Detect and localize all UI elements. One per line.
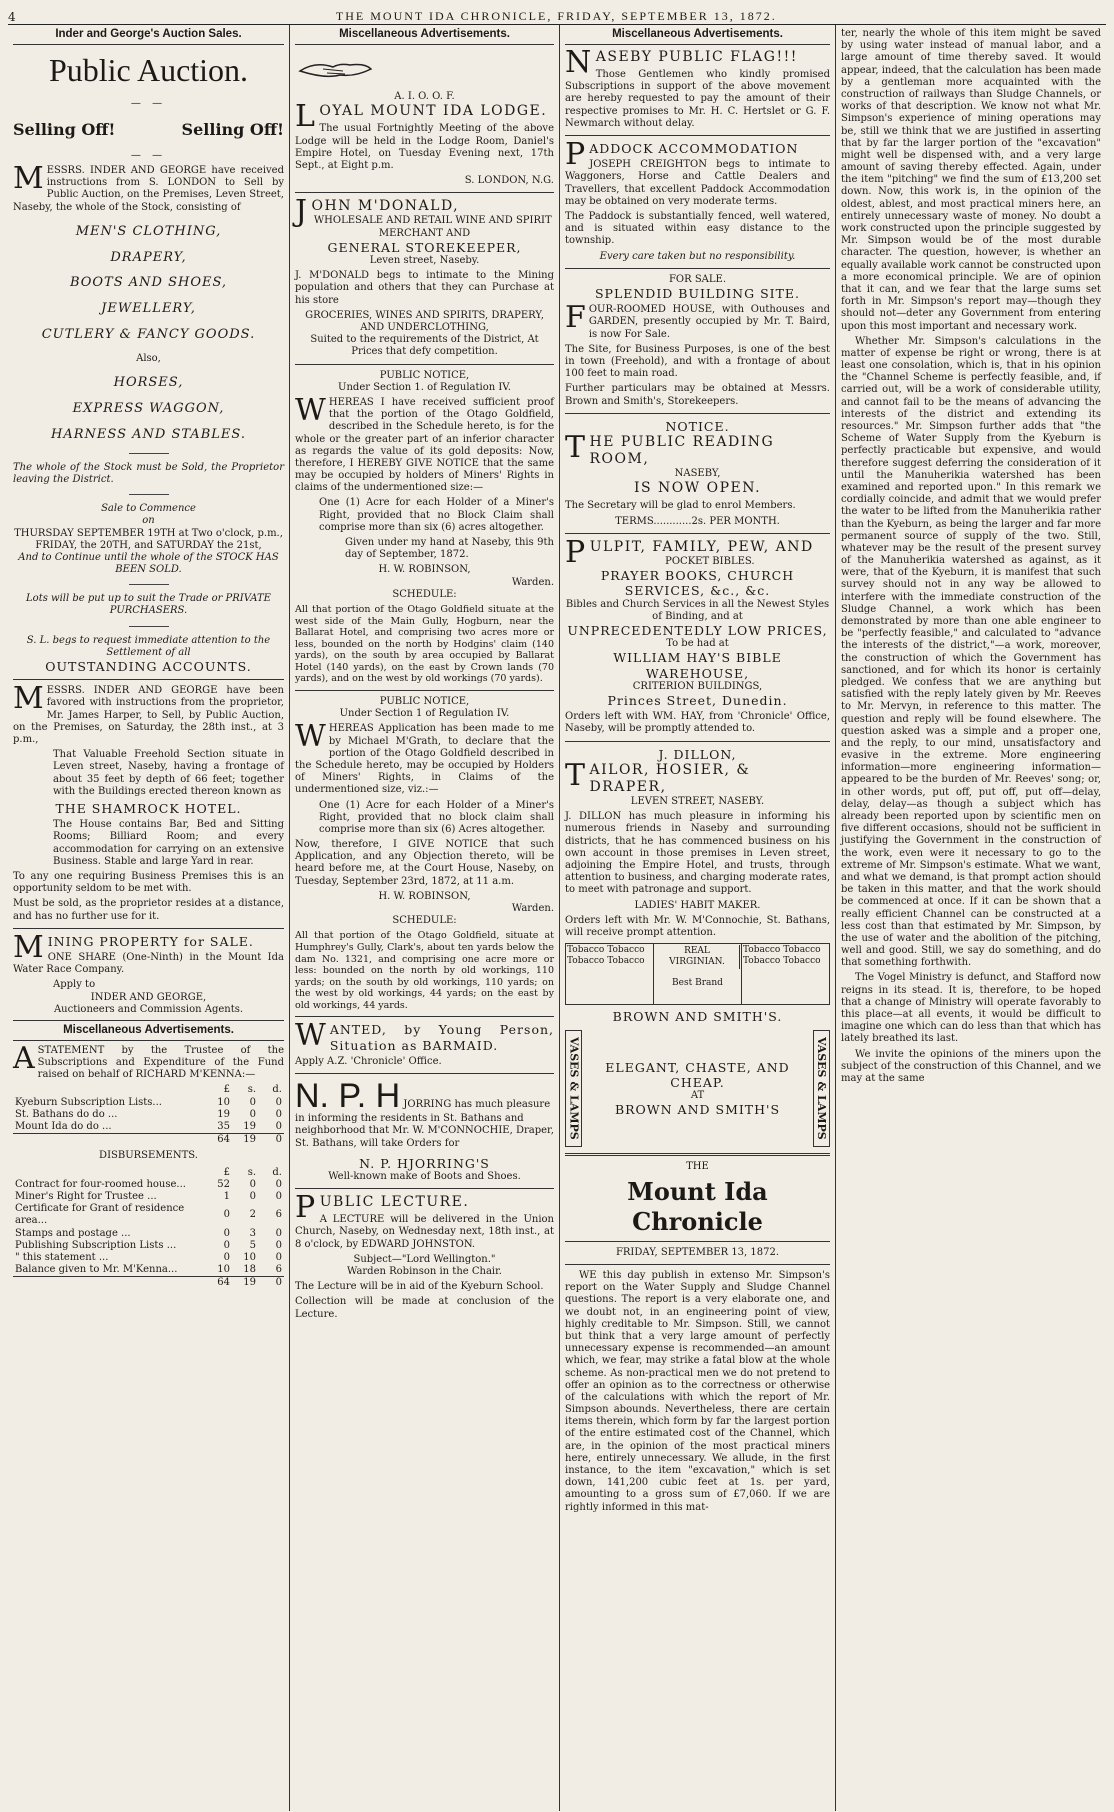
flag-body: Those Gentlemen who kindly promised Subscriptions in support of the above movement are hereby requested to pay the amount of their respective promises to Mr. H. C. Hertslet or G. F. Newmarch without delay. xyxy=(565,69,830,129)
dillon-trade: TAILOR, HOSIER, & DRAPER, xyxy=(565,757,751,795)
house-body: FOUR-ROOMED HOUSE, with Outhouses and GARDEN, presently occupied by Mr. T. Baird, is now For Sale. xyxy=(565,300,830,340)
sl-request: S. L. begs to request immediate attention to the Settlement of all xyxy=(26,634,271,658)
ad2-house: The House contains Bar, Bed and Sitting Rooms; Billiard Room; and every accommodation for carrying on an extensive Business. Stable and large Yard in rear. xyxy=(53,819,284,867)
editorial-p1: WE this day publish in extenso Mr. Simpson's report on the Water Supply and Sludge Channel questions. The report is a very elaborate one, and we doubt not, in an engineering point of view, highly creditable to Mr. Simpson. Still, we cannot but think that a very large amount of perfectly unnecessary expense is recommended—an amount which, we fear, may strike a fatal blow at the whole scheme. As non-practical men we do not pretend to offer an opinion as to the correctness or otherwise of the calculations with which the report of Mr. Simpson abounds. Nevertheless, there are certain items therein, which form by far the largest portion of the entire estimated cost of the Channel, which are, in the opinion of the most practical miners here, entirely unnecessary. We allude, in the first instance, to the item "excavation," which is set down, 141,200 cubic feet at 1s. per yard, amounting to a gross sum of £7,060. If we are rightly informed in this mat- xyxy=(565,1270,830,1513)
dillon-orders: Orders left with Mr. W. M'Connochie, St. Bathans, will receive prompt attention. xyxy=(565,914,830,938)
paddock-head: PADDOCK ACCOMMODATION xyxy=(565,137,799,173)
mining-head: MINING PROPERTY for SALE. xyxy=(13,929,254,965)
reading-terms: TERMS............2s. PER MONTH. xyxy=(615,515,780,527)
subscriptions-table: £ s. d. Kyeburn Subscription Lists... 10 0 0 St. Bathans do do ... 19 0 0 Mount Ida do do ... 35 19 0 64 19 0 xyxy=(15,1084,282,1146)
section-head: Miscellaneous Advertisements. xyxy=(295,25,554,45)
table-row: Balance given to Mr. M'Kenna... 10 18 6 xyxy=(15,1264,282,1276)
column-4 xyxy=(836,25,1106,1811)
reading-open: IS NOW OPEN. xyxy=(633,480,762,497)
pulpit-sub: POCKET BIBLES. xyxy=(665,555,755,567)
dillon-body: J. DILLON has much pleasure in informing his numerous friends in Naseby and surrounding districts, that he has commenced business on his own account in those premises in Leven street, adjoining the Empire Hotel, and trusts, through attention to business, and charging moderate rates, to meet with patronage and support. xyxy=(565,811,830,896)
sale-thursday: THURSDAY SEPTEMBER 19TH at Two o'clock, p.m., xyxy=(14,527,283,539)
schedule2-body: All that portion of the Otago Goldfield, situate at Humphrey's Gully, Clark's, about ten yards below the dam No. 1321, and comprising one acre more or less: bounded on the north by old workings, 110 yards; on the south by old workings, 110 yards; on the west by old workings, 44 yards; on the east by old workings, 44 yards. xyxy=(295,930,554,1011)
paddock-resp: Every care taken but no responsibility. xyxy=(599,250,796,262)
item2-2: HARNESS AND STABLES. xyxy=(51,426,246,442)
reading-secretary: The Secretary will be glad to enrol Members. xyxy=(565,500,796,512)
auction-intro: MESSRS. INDER AND GEORGE have received instructions from S. LONDON to Sell by Public Auction, on the Premises, Leven Street, Naseby, the whole of the Stock, consisting of xyxy=(13,160,284,213)
table-row: Miner's Right for Trustee ... 1 0 0 xyxy=(15,1190,282,1202)
lodge-body: The usual Fortnightly Meeting of the above Lodge will be held in the Lodge Room, Daniel's Empire Hotel, on Tuesday Evening next, 17th Sept., at Eight p.m. xyxy=(295,123,554,172)
bibles: Bibles and Church Services in all the Newest Styles of Binding, and at xyxy=(565,598,830,622)
lecture-subject: Subject—"Lord Wellington." xyxy=(353,1253,496,1265)
jm-name: JOHN M'DONALD, xyxy=(295,194,460,230)
table-row: Stamps and postage ... 0 3 0 xyxy=(15,1227,282,1239)
statement: ASTATEMENT by the Trustee of the Subscriptions and Expenditure of the Fund raised on behalf of RICHARD M'KENNA:— xyxy=(13,1040,284,1081)
brown-smith: BROWN AND SMITH'S. xyxy=(612,1009,783,1025)
item-2: BOOTS AND SHOES, xyxy=(69,275,228,291)
selling-right: Selling Off! xyxy=(181,120,284,140)
tobacco-ad xyxy=(565,943,830,1005)
item-4: CUTLERY & FANCY GOODS. xyxy=(41,327,256,343)
ladies-habit: LADIES' HABIT MAKER. xyxy=(634,899,761,911)
unprecedented: UNPRECEDENTEDLY LOW PRICES, xyxy=(567,622,828,638)
building-site: SPLENDID BUILDING SITE. xyxy=(594,285,801,301)
notice2-sign: H. W. ROBINSON, xyxy=(378,890,471,902)
prayer-books: PRAYER BOOKS, CHURCH SERVICES, &c., &c. xyxy=(600,568,795,599)
notice2-head: PUBLIC NOTICE, xyxy=(379,696,470,708)
selling-left: Selling Off! xyxy=(13,120,116,140)
sale-commence: Sale to Commence xyxy=(101,503,196,515)
notice2-body: WHEREAS Application has been made to me by Michael M'Grath, to declare that the portion of the Otago Goldfield described in the Schedule hereto, may be occupied by Holders of Miners' Rights, in Claims of the undermentioned size, viz.:— xyxy=(295,719,554,796)
table-row: Mount Ida do do ... 35 19 0 xyxy=(15,1121,282,1133)
elegant: ELEGANT, CHASTE, AND CHEAP. xyxy=(605,1059,790,1091)
ad2-intro: MESSRS. INDER AND GEORGE have been favored with instructions from the proprietor, Mr. James Harper, to Sell, by Public Auction, on the Premises, on Saturday, the 28th inst., at 3 p.m., xyxy=(13,681,284,745)
masthead-title: THE MOUNT IDA CHRONICLE, FRIDAY, SEPTEMBER 13, 1872. xyxy=(335,9,777,23)
vases-left: VASES & LAMPS xyxy=(565,1030,582,1147)
selling-off-line xyxy=(13,120,284,140)
editorial-cont-p1: ter, nearly the whole of this item might be saved by using water instead of manual labor, and a large amount of time thereby saved. It would appear, indeed, that the calculation has been made by a gentleman more acquainted with the construction of railways than Sludge Channels, or works of that description. We know not what Mr. Simpson's experience of mining operations may be, still we think that we are justified in asserting that by far the larger portion of the "excavation" might well be dispensed with, and a very large amount of saving thereby effected. Again, under the item "pitching" we find the sum of £13,200 set down. Now, this work is, in the opinion of the oldest, ablest, and most practical miners here, an entirely unnecessary waste of money. No doubt a work constructed upon the principle suggested by Mr. Simpson would be of the most durable character. The question, however, is whether an equally available work cannot be constructed upon a more economical principle. We are of opinion that it can, and we fear that the large sums set forth in Mr. Simpson's report may—though they should not—deter any Government from entering upon this most important and necessary work. xyxy=(841,28,1101,332)
vases-at: AT xyxy=(690,1090,705,1102)
editorial-date: FRIDAY, SEPTEMBER 13, 1872. xyxy=(615,1246,780,1258)
lecture-body: A LECTURE will be delivered in the Union Church, Naseby, on Wednesday next, 18th inst., at 8 o'clock, by EDWARD JOHNSTON. xyxy=(295,1214,554,1250)
also: Also, xyxy=(136,352,161,364)
table-row: Kyeburn Subscription Lists... 10 0 0 xyxy=(15,1096,282,1108)
dillon-name: J. DILLON, xyxy=(658,746,737,762)
jm-body: J. M'DONALD begs to intimate to the Mining population and others that they can Purchase at his store xyxy=(295,270,554,306)
schedule1-body: All that portion of the Otago Goldfield situate at the west side of the Main Gully, Hogburn, near the Ballarat Hotel, and comprising two acres more or less, bounded on the north by Hodgins' claim (140 yards), on the south by area occupied by Ballarat Hotel (140 yards), on the east by Crown lands (70 yards), and on the west by old workings (70 yards). xyxy=(295,603,554,685)
notice1-sign: H. W. ROBINSON, xyxy=(378,564,471,576)
jm-sub1: WHOLESALE AND RETAIL WINE AND SPIRIT MERCHANT AND xyxy=(313,215,552,239)
editorial-cont-p3: The Vogel Ministry is defunct, and Stafford now reigns in its stead. It is, therefore, to be hoped that a change of Ministry will operate favorably to this place—at all events, it would be difficult to imagine one which can do less than that which has lately breathed its last. xyxy=(841,972,1101,1045)
auction-title: Public Auction. xyxy=(48,52,249,89)
apply-to: Apply to xyxy=(53,979,96,991)
table-row: Contract for four-roomed house... 52 0 0 xyxy=(15,1178,282,1190)
lecture-collection: Collection will be made at conclusion of the Lecture. xyxy=(295,1296,554,1320)
notice1-given: Given under my hand at Naseby, this 9th day of September, 1872. xyxy=(345,537,554,561)
aoof: A. I. O. O. F. xyxy=(394,91,455,103)
editorial-cont-p4: We invite the opinions of the miners upon the subject of the construction of this Channel, and we may at the same xyxy=(841,1048,1101,1084)
schedule-head: SCHEDULE: xyxy=(392,588,457,600)
lodge-sign: S. LONDON, N.G. xyxy=(464,175,554,187)
notice1-body: WHEREAS I have received sufficient proof that the portion of the Otago Goldfield, described in the Schedule hereto, is for the whole or the greater part of an inferior character as regards the value of its gold deposits: Now, therefore, I HEREBY GIVE NOTICE that the same may be occupied by holders of Miners' Rights in claims of the undermentioned size:— xyxy=(295,392,554,494)
sale-on: on xyxy=(142,515,155,527)
dillon-street: LEVEN STREET, NASEBY. xyxy=(630,796,765,808)
wanted: WANTED, by Young Person, Situation as BARMAID. xyxy=(295,1018,554,1054)
lodge-title: LOYAL MOUNT IDA LODGE. xyxy=(295,99,548,135)
inder-george: INDER AND GEORGE, xyxy=(90,991,207,1003)
notice2-acre: One (1) Acre for each Holder of a Miner's Right, provided that no block claim shall comprise more than six (6) Acres altogether. xyxy=(319,799,554,835)
table-total: 64 19 0 xyxy=(13,1277,284,1290)
np-make: Well-known make of Boots and Shoes. xyxy=(328,1170,521,1182)
section-head: Miscellaneous Advertisements. xyxy=(565,25,830,45)
schedule2-head: SCHEDULE: xyxy=(392,915,457,927)
table-row: Publishing Subscription Lists ... 0 5 0 xyxy=(15,1239,282,1251)
forsale: FOR SALE. xyxy=(668,273,727,285)
criterion: CRITERION BUILDINGS, xyxy=(632,680,763,692)
handshake-icon xyxy=(295,53,375,83)
pulpit-head: PULPIT, FAMILY, PEW, AND xyxy=(565,534,814,570)
house-body3: Further particulars may be obtained at Messrs. Brown and Smith's, Storekeepers. xyxy=(565,383,830,407)
notice2-warden: Warden. xyxy=(511,903,554,915)
house-body2: The Site, for Business Purposes, is one of the best in town (Freehold), and with a frontage of about 100 feet to main road. xyxy=(565,343,830,380)
disbursements-head: DISBURSEMENTS. xyxy=(99,1150,198,1162)
flag-head: NASEBY PUBLIC FLAG!!! xyxy=(565,45,798,81)
paddock-body: JOSEPH CREIGHTON begs to intimate to Waggoners, Horse and Cattle Dealers and Travellers, that excellent Paddock Accommodation may be obtained on very moderate terms. xyxy=(565,159,830,207)
hay-warehouse: WILLIAM HAY'S BIBLE WAREHOUSE, xyxy=(613,650,782,681)
section-head: Inder and George's Auction Sales. xyxy=(13,25,284,45)
np-rest: JORRING has much pleasure in informing the residents in St. Bathans and neighborhood that Mr. W. M'CONNOCHIE, Draper, St. Bathans, will take Orders for xyxy=(295,1099,554,1149)
item-0: MEN'S CLOTHING, xyxy=(75,223,222,239)
notice2-sub: Under Section 1 of Regulation IV. xyxy=(339,708,510,720)
shamrock-hotel: THE SHAMROCK HOTEL. xyxy=(55,800,242,816)
paper-title: Mount Ida Chronicle xyxy=(627,1177,768,1236)
notice1-sub: Under Section 1. of Regulation IV. xyxy=(338,381,511,393)
np-ad xyxy=(295,1079,554,1150)
column-1: Inder and George's Auction Sales. Public Auction. — — Selling Off! Selling Off! — — MESSRS. INDER AND GEORGE have received instructions from S. LONDON to Sell by Public Auction, on the Premises, Leven Street, Naseby, the whole of the Stock, consisting of MEN'S CLOTHING, DRAPERY, BOOTS AND SHOES, JEWELLERY, CUTLERY & FANCY GOODS. Also, HORSES, EXPRESS WAGGON, HARNESS AND STABLES. The whole of the Stock must be Sold, the Proprietor leaving the District. Sale to Commence on THURSDAY SEPTEMBER 19TH at Two o'clock, p.m., FRIDAY, the 20TH, and SATURDAY the 21st, And to Continue until the whole of the STOCK HAS BEEN SOLD. Lots will be put up to suit the Trade or PRIVATE PURCHASERS. S. L. begs to request immediate attention to the Settlement of all OUTSTANDING ACCOUNTS. MESSRS. INDER AND GEORGE have been favored with instructions from the proprietor, Mr. James Harper, to Sell, by Public Auction, on the Premises, on Saturday, the 28th inst., at 3 p.m., That Valuable Freehold Section situate in Leven street, Naseby, having a frontage of about 35 feet by depth of 66 feet; together with the Buildings erected thereon known as THE SHAMROCK HOTEL. The House contains Bar, Bed and Sitting Rooms; Billiard Room; and every accommodation for carrying on an extensive Business. Stable and large Yard in rear. To any one requiring Business Premises this is an opportunity seldom to be met with. Must be sold, as the proprietor resides at a distance, and has no further use for it. MINING PROPERTY for SALE. ONE SHARE (One-Ninth) in the Mount Ida Water Race Company. Apply to INDER AND GEORGE, Auctioneers and Commission Agents. Miscellaneous Advertisements. ASTATEMENT by the Trustee of the Subscriptions and Expenditure of the Fund raised on behalf of RICHARD M'KENNA:— £ s. d. Kyeburn Subscription Lists... 10 0 0 St. Bathans do do ... 19 0 0 Mount Ida do do ... 35 19 0 64 19 0 DISBURSEMENTS. £ s. d. Contract for four-roomed house... 52 0 0 Miner's Right for Trustee ... 1 0 0 Certificate for Grant of residence area... 0 2 6 Stamps and postage ... 0 3 0 Publishing Subscription Lists ... 0 5 0 " this statement ... 0 10 0 Balance given to Mr. M'Kenna... 10 18 6 64 19 0 xyxy=(8,25,290,1811)
paddock-body2: The Paddock is substantially fenced, well watered, and is situated within easy distance to the township. xyxy=(565,211,830,247)
tobacco-left: Tobacco Tobacco Tobacco Tobacco xyxy=(566,944,654,1004)
lecture-head: PUBLIC LECTURE. xyxy=(295,1190,470,1226)
np-name: N. P. HJORRING'S xyxy=(359,1155,490,1171)
masthead xyxy=(8,6,1106,25)
lots-note: Lots will be put up to suit the Trade or PRIVATE PURCHASERS. xyxy=(26,593,271,617)
item-1: DRAPERY, xyxy=(110,249,187,265)
paper-the: THE xyxy=(686,1161,709,1173)
reading-sub: NASEBY, xyxy=(674,468,721,480)
sale-continue: And to Continue until the whole of the STOCK HAS BEEN SOLD. xyxy=(18,551,279,576)
notice: NOTICE. xyxy=(665,418,730,434)
sale-friday: FRIDAY, the 20TH, and SATURDAY the 21st, xyxy=(35,539,262,551)
notice1-warden: Warden. xyxy=(511,576,554,588)
column-3 xyxy=(560,25,836,1811)
lecture-aid: The Lecture will be in aid of the Kyeburn School. xyxy=(295,1281,544,1293)
item-3: JEWELLERY, xyxy=(101,301,196,317)
mining-body: ONE SHARE (One-Ninth) in the Mount Ida Water Race Company. xyxy=(13,951,284,976)
stock-note: The whole of the Stock must be Sold, the Proprietor leaving the District. xyxy=(13,461,284,485)
table-total: 64 19 0 xyxy=(13,1134,284,1147)
tobehad: To be had at xyxy=(666,638,729,650)
reading-head: THE PUBLIC READING ROOM, xyxy=(565,429,775,468)
outstanding-accounts: OUTSTANDING ACCOUNTS. xyxy=(45,659,252,674)
table-row: " this statement ... 0 10 0 xyxy=(15,1251,282,1263)
jm-sub3: Leven street, Naseby. xyxy=(369,255,480,267)
vases-right: VASES & LAMPS xyxy=(813,1030,830,1147)
notice1-head: PUBLIC NOTICE, xyxy=(379,369,470,381)
tobacco-right: Tobacco Tobacco Tobacco Tobacco xyxy=(743,945,821,967)
wanted-apply: Apply A.Z. 'Chronicle' Office. xyxy=(295,1055,442,1067)
table-row: Certificate for Grant of residence area... 0 2 6 xyxy=(15,1203,282,1227)
editorial-cont-p2: Whether Mr. Simpson's calculations in the matter of expense be right or wrong, there is at least one consolation, which is, that in his opinion the "Channel Scheme is perfectly feasible, and, if carried out, will be a work of considerable utility, and cannot fail to be the means of advancing the interests of the district and extending its resources." Mr. Simpson further adds that "the Scheme of Water Supply from the Kyeburn is perfectly practicable but expensive, and would therefore suggest deferring the consideration of it until the Manuherikia watershed has been examined and reported upon." In this remark we cordially coincide, and admit that we would prefer the water to be lifted from the Manuherikia rather than the Kyeburn, as being the larger and far more permanent source of supply of the two. Still, whatever may be the result of the present survey of the Manuherikia watershed as against, as it were, that of the Kyeburn, it is manifest that such survey should not in any way be allowed to interfere with the immediate construction of the Sludge Channel, a work which has been demonstrated by more than one able engineer to be "perfectly feasible," and calculated to "advance the interests of the district,"—a work, moreover, the construction of which the Government has sanctioned, and for which its honor is certainly pledged. We confess that we are anything but satisfied with the reply lately given by Mr. Reeves to Mr. Mervyn, in reference to this matter. The question and reply will be found elsewhere. The question asked was a simple and a proper one, and the reply, to our mind, unsatisfactory and evasive in the extreme. More engineering information—more engineering information—appeared to be the burden of Mr. Reeves' song; or, in other words, put off, put off, put off—delay, delay, delay—as though a subject which has already been reported upon by scientific men on five different occasions, should not be sufficient in justifying the Government in the construction of the work, even were it necessary to go to the extreme of Mr. Simpson's estimate. What we want, and what we demand, is that prompt action should be taken in this matter, and that the work should be commenced at once. If it can be shown that a really efficient Channel can be constructed at a less cost than that estimated by Mr. Simpson, by the use of water and the abolition of the pitching, well and good. Still, we say do something, and do that something forthwith. xyxy=(841,335,1101,969)
ad2-body: That Valuable Freehold Section situate in Leven street, Naseby, having a frontage of about 35 feet by depth of 66 feet; together with the Buildings erected thereon known as xyxy=(53,749,284,797)
jm-suited: Suited to the requirements of the District, At Prices that defy competition. xyxy=(310,334,539,358)
notice1-acre: One (1) Acre for each Holder of a Miner's Right, provided that no Block Claim shall comprise more than six (6) acres altogether. xyxy=(319,497,554,533)
column-2 xyxy=(290,25,560,1811)
jm-goods: GROCERIES, WINES AND SPIRITS, DRAPERY, AND UNDERCLOTHING, xyxy=(305,309,544,334)
brown-smith-2: BROWN AND SMITH'S xyxy=(614,1102,781,1118)
jm-sub2: GENERAL STOREKEEPER, xyxy=(327,239,522,255)
np-initials: N. P. H xyxy=(295,1077,401,1116)
princes-street: Princes Street, Dunedin. xyxy=(607,693,788,709)
page-number: 4 xyxy=(8,10,17,24)
inder-george-sub: Auctioneers and Commission Agents. xyxy=(53,1003,244,1015)
lecture-chair: Warden Robinson in the Chair. xyxy=(347,1265,502,1277)
ad2-p2: Must be sold, as the proprietor resides at a distance, and has no further use for it. xyxy=(13,898,284,922)
vases-ad xyxy=(565,1030,830,1147)
tobacco-mid: REAL VIRGINIAN. Best Brand xyxy=(654,944,742,1004)
item2-0: HORSES, xyxy=(113,375,184,391)
table-row: St. Bathans do do ... 19 0 0 xyxy=(15,1108,282,1120)
misc-head: Miscellaneous Advertisements. xyxy=(13,1020,284,1041)
ad2-p1: To any one requiring Business Premises this is an opportunity seldom to be met with. xyxy=(13,870,284,895)
hay-orders: Orders left with WM. HAY, from 'Chronicle' Office, Naseby, will be promptly attended to. xyxy=(565,711,830,735)
notice2-now: Now, therefore, I GIVE NOTICE that such Application, and any Objection thereto, will be heard before me, at the Court House, Naseby, on Tuesday, September 23rd, 1872, at 11 a.m. xyxy=(295,839,554,887)
disbursements-table: £ s. d. Contract for four-roomed house... 52 0 0 Miner's Right for Trustee ... 1 0 0 Certificate for Grant of residence area... 0 2 6 Stamps and postage ... 0 3 0 Publishing Subscription Lists ... 0 5 0 " this statement ... 0 10 0 Balance given to Mr. M'Kenna... 10 18 6 64 19 0 xyxy=(15,1166,282,1289)
item2-1: EXPRESS WAGGON, xyxy=(72,401,225,417)
